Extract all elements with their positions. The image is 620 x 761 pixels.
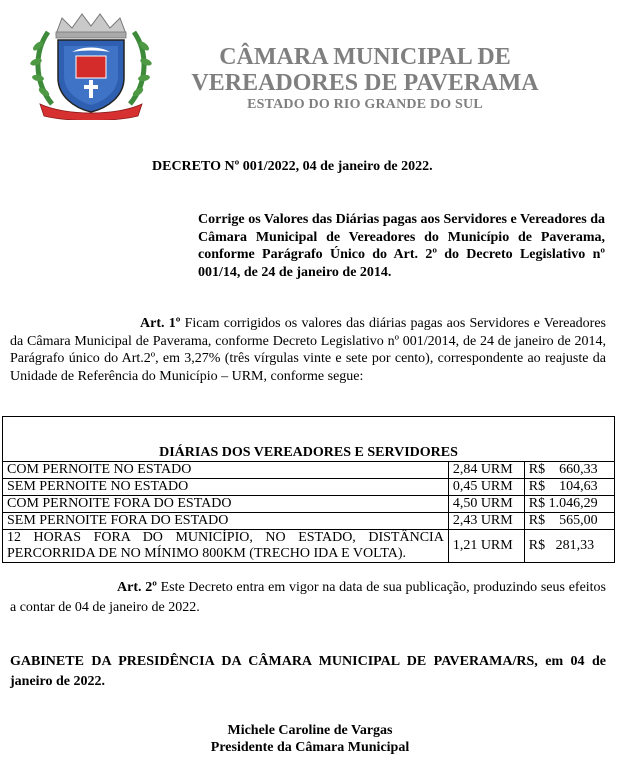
- table-row: [3, 513, 615, 530]
- header-title-line2: VEREADORES DE PAVERAMA: [191, 70, 539, 96]
- article-1-label: Art. 1º: [140, 316, 181, 331]
- table-caption: DIÁRIAS DOS VEREADORES E SERVIDORES: [3, 417, 615, 462]
- row-value: R$ 1.046,29: [524, 496, 614, 513]
- row-urm: 4,50 URM: [448, 496, 524, 513]
- table-row: [3, 496, 615, 513]
- row-description: SEM PERNOITE FORA DO ESTADO: [3, 513, 449, 530]
- header-subtitle: ESTADO DO RIO GRANDE DO SUL: [247, 97, 483, 112]
- table-row: [3, 479, 615, 496]
- closing-gabinete: GABINETE DA PRESIDÊNCIA DA CÂMARA MUNICIPAL DE PAVERAMA/RS, em 04 de janeiro de 2022.: [10, 654, 606, 689]
- row-description: SEM PERNOITE NO ESTADO: [3, 479, 449, 496]
- row-value: R$ 281,33: [524, 530, 614, 563]
- row-urm: 2,84 URM: [448, 462, 524, 479]
- article-2-label: Art. 2º: [117, 580, 157, 595]
- header-title-line1: CÂMARA MUNICIPAL DE: [219, 44, 511, 70]
- diarias-table: [2, 416, 615, 563]
- row-description: COM PERNOITE FORA DO ESTADO: [3, 496, 449, 513]
- municipal-seal-icon: [26, 12, 156, 120]
- row-urm: 2,43 URM: [448, 513, 524, 530]
- header-title: [160, 44, 570, 96]
- decree-ementa: Corrige os Valores das Diárias pagas aos Servidores e Vereadores da Câmara Municipal de Vereadores do Município de Paverama, conforme Parágrafo Único do Art. 2º do Decreto Legislativo nº 001/14, de 24 de janeiro de 2014.: [198, 212, 605, 280]
- signature-role: Presidente da Câmara Municipal: [210, 740, 410, 755]
- row-description: 12 HORAS FORA DO MUNICÍPIO, NO ESTADO, DISTÂNCIA PERCORRIDA DE NO MÍNIMO 800KM (TRECHO IDA E VOLTA).: [3, 530, 449, 563]
- row-value: R$ 104,63: [524, 479, 614, 496]
- article-2: [10, 578, 606, 618]
- table-row: [3, 530, 615, 563]
- row-description: COM PERNOITE NO ESTADO: [3, 462, 449, 479]
- article-1-text: Ficam corrigidos os valores das diárias pagas aos Servidores e Vereadores da Câmara Municipal de Paverama, conforme Decreto Legislativo nº 001/2014, de 24 de janeiro de 2014, Parágrafo único do Art.2º, em 3,27% (três vírgulas vinte e sete por cento), correspondente ao reajuste da Unidade de Referência do Município – URM, conforme segue:: [10, 316, 606, 384]
- table-row: [3, 462, 615, 479]
- row-urm: 1,21 URM: [448, 530, 524, 563]
- decree-title: DECRETO Nº 001/2022, 04 de janeiro de 2022.: [152, 159, 433, 174]
- row-value: R$ 660,33: [524, 462, 614, 479]
- article-2-text: Este Decreto entra em vigor na data de sua publicação, produzindo seus efeitos a contar de 04 de janeiro de 2022.: [10, 580, 607, 615]
- article-1: [10, 315, 606, 385]
- signature-name: Michele Caroline de Vargas: [227, 723, 393, 738]
- row-value: R$ 565,00: [524, 513, 614, 530]
- row-urm: 0,45 URM: [448, 479, 524, 496]
